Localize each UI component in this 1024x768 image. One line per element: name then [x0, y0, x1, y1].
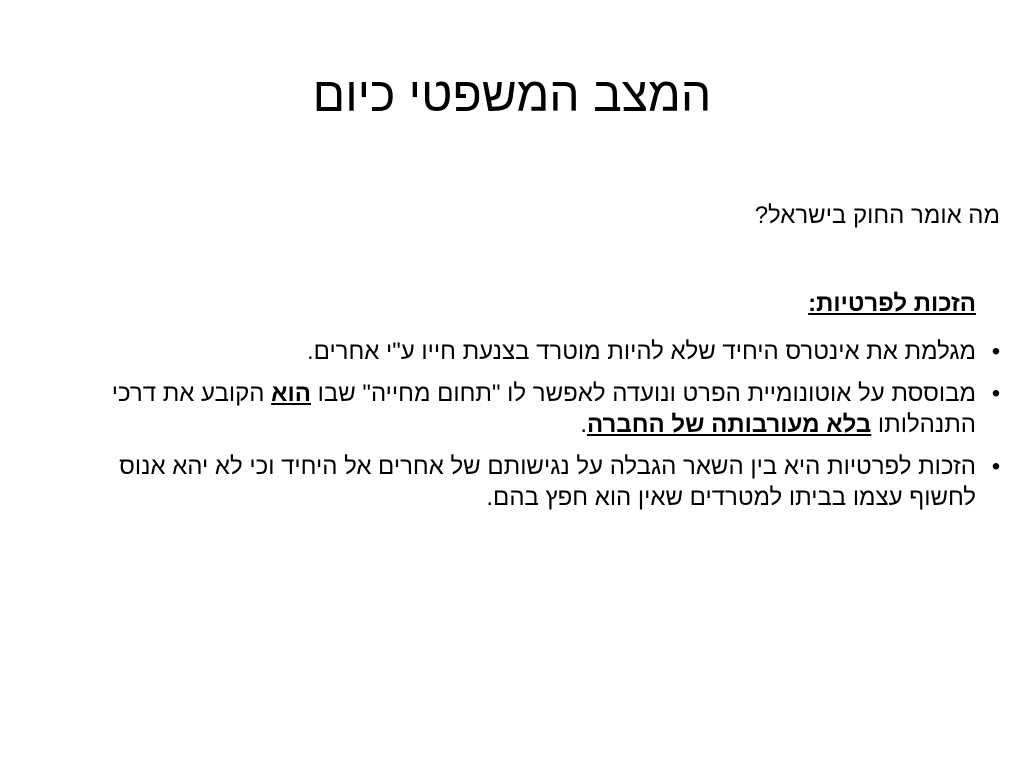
bullet-list: [76, 336, 1001, 524]
bullet-icon: •: [991, 380, 1001, 407]
bullet-text: מבוססת על אוטונומיית הפרט ונועדה לאפשר לו "תחום מחייה" שבו: [310, 380, 976, 407]
bullet-icon: •: [991, 453, 1001, 480]
bullet-item: [76, 451, 1001, 513]
bullet-item: [76, 378, 1001, 440]
bullet-text: הזכות לפרטיות היא בין השאר הגבלה על נגישותם של אחרים אל היחיד וכי לא יהא אנוס לחשוף עצמו בביתו למטרדים שאין הוא חפץ בהם.: [119, 453, 976, 511]
bullet-text: מגלמת את אינטרס היחיד שלא להיות מוטרד בצנעת חייו ע"י אחרים.: [306, 338, 976, 365]
bullet-text: .: [580, 411, 588, 438]
bullet-item: [76, 336, 1001, 367]
bullet-emphasis: בלא מעורבותה של החברה: [587, 411, 872, 438]
slide-question: מה אומר החוק בישראל?: [754, 202, 1000, 229]
slide-title: המצב המשפטי כיום: [312, 69, 712, 122]
section-heading: הזכות לפרטיות:: [808, 290, 976, 317]
bullet-icon: •: [991, 338, 1001, 365]
bullet-emphasis: הוא: [271, 380, 311, 407]
bullet-text: הקובע את דרכי התנהלותו: [111, 380, 976, 438]
